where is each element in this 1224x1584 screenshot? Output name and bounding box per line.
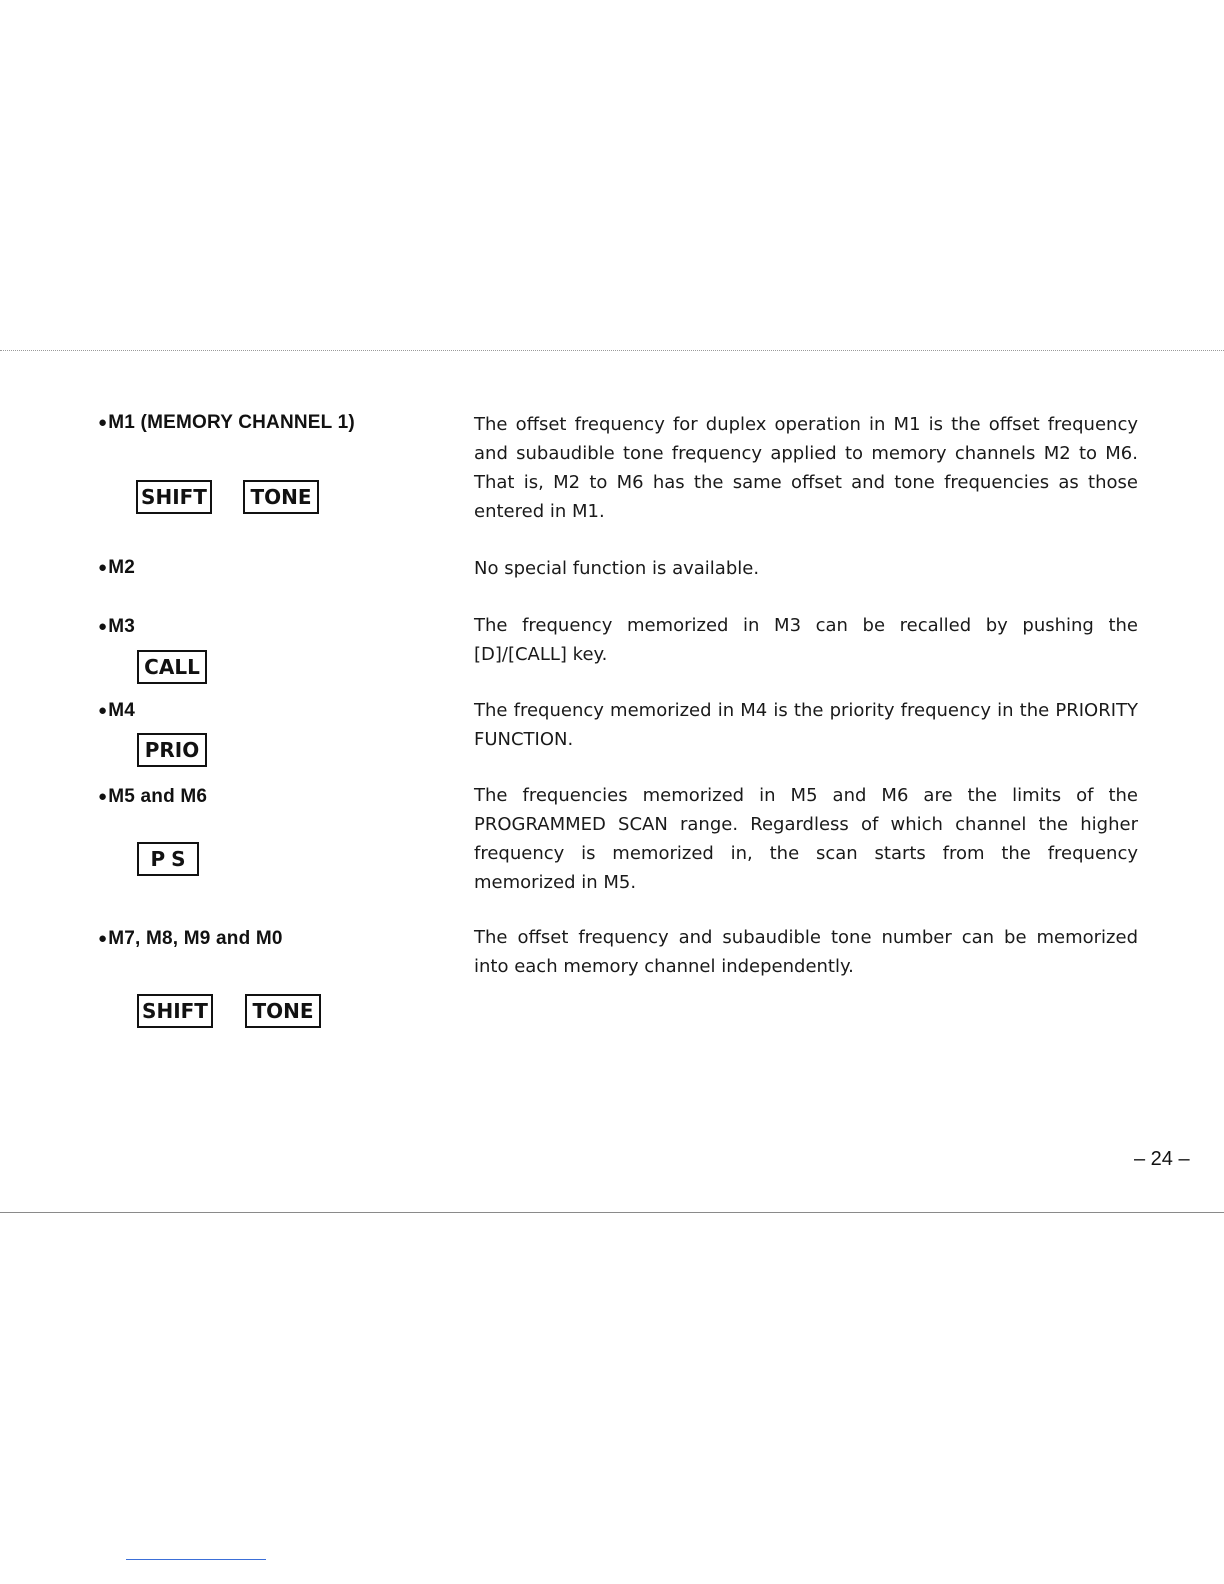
section-label-m5-m6: ●M5 and M6 (98, 786, 208, 807)
section-label-m2: ●M2 (98, 557, 136, 578)
bullet-icon: ● (98, 930, 108, 947)
shift-key: SHIFT (137, 994, 213, 1028)
section-label-m4: ●M4 (98, 700, 136, 721)
bullet-icon: ● (98, 618, 108, 635)
bottom-rule (0, 1212, 1224, 1213)
section-label-m3: ●M3 (98, 616, 136, 637)
shift-key: SHIFT (136, 480, 212, 514)
section-description-m3: The frequency memorized in M3 can be recalled by pushing the [D]/[CALL] key. (474, 615, 1138, 665)
bullet-icon: ● (98, 788, 108, 805)
section-description-m1: The offset frequency for duplex operation in M1 is the offset frequency and subaudible tone frequency applied to memory channels M2 to M6. That is, M2 to M6 has the same offset and tone frequencies as those entered in M1. (474, 414, 1138, 522)
section-label-m7-m0: ●M7, M8, M9 and M0 (98, 928, 283, 949)
top-rule (0, 350, 1224, 351)
bullet-icon: ● (98, 702, 108, 719)
tone-key: TONE (245, 994, 321, 1028)
page-number: – 24 – (1134, 1148, 1190, 1170)
section-description-m4: The frequency memorized in M4 is the priority frequency in the PRIORITY FUNCTION. (474, 700, 1138, 750)
section-description-m5-m6: The frequencies memorized in M5 and M6 are the limits of the PROGRAMMED SCAN range. Regardless of which channel the higher frequency is memorized in, the scan starts from the frequency memorized in M5. (474, 785, 1138, 893)
section-label-m1: ●M1 (MEMORY CHANNEL 1) (98, 412, 355, 433)
section-description-m7-m0: The offset frequency and subaudible tone number can be memorized into each memory channel independently. (474, 927, 1138, 977)
ps-key: PS (137, 842, 199, 876)
bullet-icon: ● (98, 559, 108, 576)
prio-key: PRIO (137, 733, 207, 767)
section-description-m2: No special function is available. (474, 558, 760, 579)
bullet-icon: ● (98, 414, 108, 431)
call-key: CALL (137, 650, 207, 684)
tone-key: TONE (243, 480, 319, 514)
bottom-blue-line (126, 1559, 266, 1560)
